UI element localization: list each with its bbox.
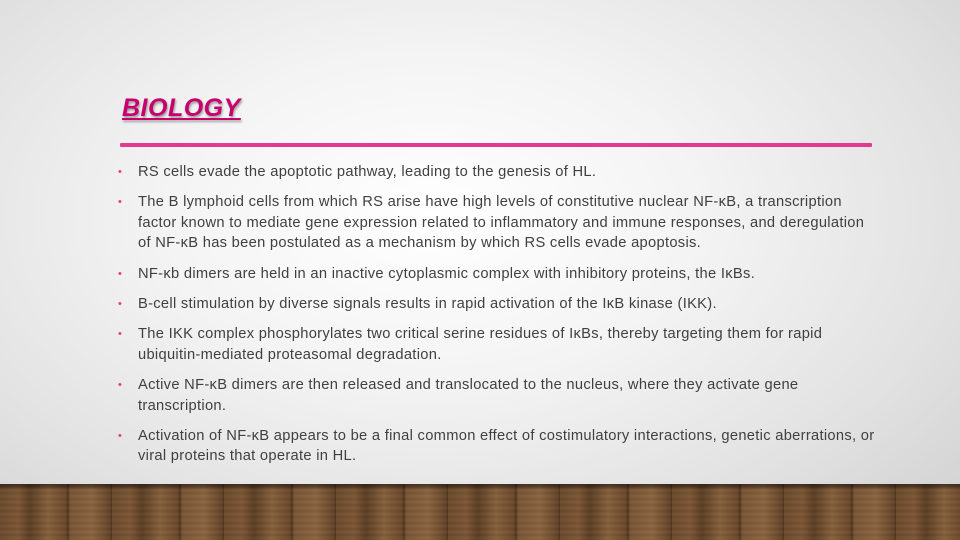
slide-title: BIOLOGY [122, 94, 241, 122]
bullet-dot-icon: • [118, 298, 123, 311]
bullet-list [116, 162, 876, 477]
bullet-dot-icon: • [118, 196, 123, 209]
bullet-item [116, 294, 876, 314]
bullet-dot-icon: • [118, 166, 123, 178]
bullet-text: Activation of NF-κB appears to be a final common effect of costimulatory interactions, genetic aberrations, or viral proteins that operate in HL. [138, 428, 875, 465]
bullet-item [116, 375, 876, 416]
bullet-text: RS cells evade the apoptotic pathway, leading to the genesis of HL. [138, 164, 597, 180]
bullet-dot-icon: • [118, 267, 123, 280]
title-divider [120, 143, 872, 147]
bullet-dot-icon: • [118, 379, 123, 392]
bullet-item [116, 192, 876, 253]
wood-floor-decoration [0, 484, 960, 540]
bullet-text: NF-κb dimers are held in an inactive cytoplasmic complex with inhibitory proteins, the IκBs. [138, 265, 755, 282]
bullet-item [116, 426, 876, 467]
bullet-text: B-cell stimulation by diverse signals results in rapid activation of the IκB kinase (IKK). [138, 296, 717, 313]
bullet-item [116, 264, 876, 284]
bullet-text: The B lymphoid cells from which RS arise have high levels of constitutive nuclear NF-κB, a transcription factor known to mediate gene expression related to inflammatory and immune responses, and deregulation of NF-κB has been postulated as a mechanism by which RS cells evade apoptosis. [138, 194, 865, 252]
bullet-dot-icon: • [118, 430, 123, 443]
bullet-text: The IKK complex phosphorylates two critical serine residues of IκBs, thereby targeting them for rapid ubiquitin-mediated proteasomal degradation. [138, 326, 823, 363]
bullet-item [116, 162, 876, 182]
bullet-item [116, 324, 876, 365]
bullet-text: Active NF-κB dimers are then released and translocated to the nucleus, where they activate gene transcription. [138, 377, 799, 414]
bullet-dot-icon: • [118, 328, 123, 341]
